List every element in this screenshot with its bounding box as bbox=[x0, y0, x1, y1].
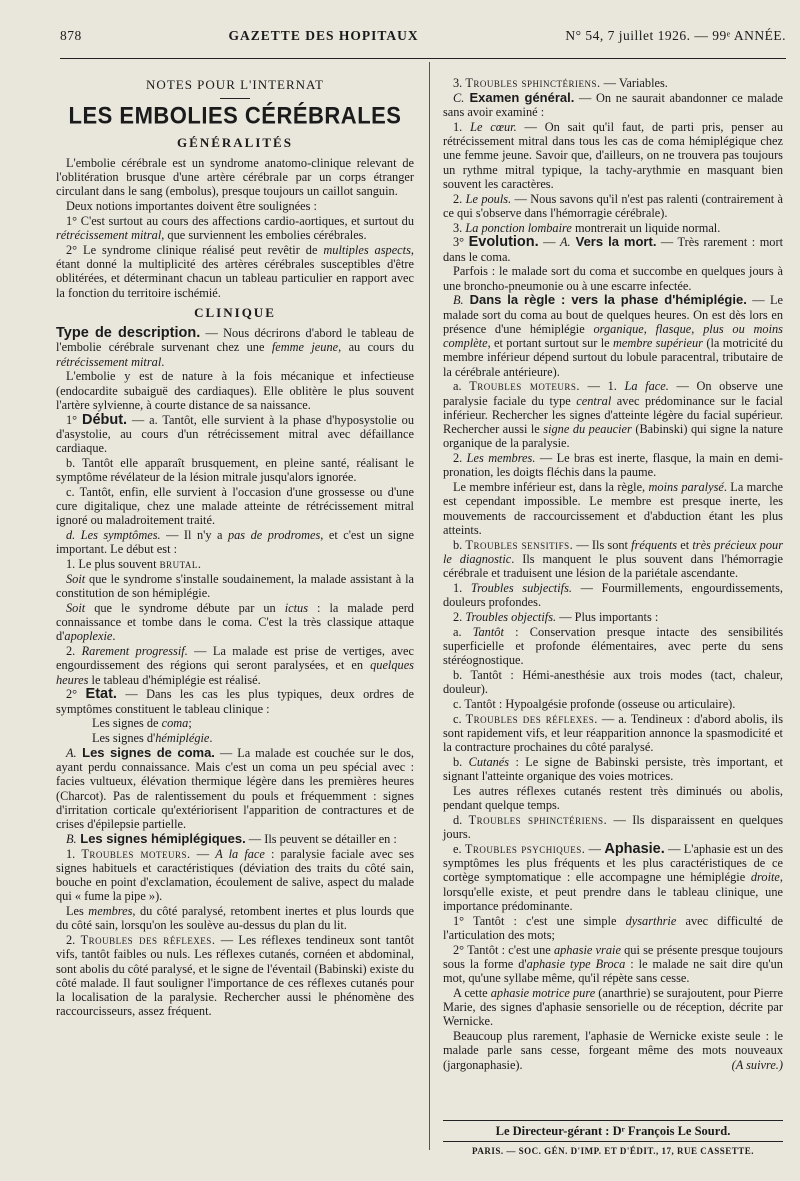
paragraph: Beaucoup plus rarement, l'aphasie de Wernicke existe seule : le malade parle sans cesse, forgeant même des mots nouveaux (jargonaphasie). (A suivre.) bbox=[443, 1029, 783, 1072]
paragraph: Les membres, du côté paralysé, retombent inertes et plus lourds que du côté sain, lorsqu'on les soulève au-dessus du plan du lit. bbox=[56, 904, 414, 933]
subheading: Type de description. bbox=[56, 325, 201, 341]
paragraph: Soit que le syndrome débute par un ictus : la malade perd connaissance et tombe dans le coma. C'est la très classique attaque d'apoplexie. bbox=[56, 600, 414, 644]
paragraph: L'embolie y est de nature à la fois mécanique et infectieuse (endocardite subaiguë des cardiaques). Elle oblitère le plus souvent l'artère sylvienne, à courte distance de sa naissance. bbox=[56, 369, 414, 412]
header-rule bbox=[60, 58, 786, 59]
subheading: Début. bbox=[81, 411, 128, 428]
paragraph: 2. Rarement progressif. — La malade est prise de vertiges, avec engourdissement des régions qui seront paralysées, et en quelques heures le tableau d'hémiplégie est réalisé. bbox=[56, 644, 414, 687]
paragraph: Deux notions importantes doivent être soulignées : bbox=[66, 199, 317, 213]
paragraph: c. Tantôt, enfin, elle survient à l'occasion d'une grossesse ou d'une cure digitalique, chez une malade atteinte de rétrécissement mitral ignoré ou maladroitement traité. bbox=[56, 484, 414, 528]
paragraph: d. Troubles sphinctériens. — Ils disparaissent en quelques jours. bbox=[443, 812, 783, 841]
director-line: Le Directeur-gérant : Dʳ François Le Sourd. bbox=[495, 1124, 731, 1138]
left-column bbox=[56, 70, 414, 1019]
paragraph: Le membre inférieur est, dans la règle, moins paralysé. La marche est cependant impossible. Le membre est presque inerte, les mouvements de raccourcissement et d'abduction étant les plus atteints. bbox=[443, 480, 783, 537]
paragraph: Les autres réflexes cutanés restent très diminués ou abolis, pendant quelque temps. bbox=[443, 783, 783, 812]
subheading: Examen général. bbox=[464, 89, 575, 105]
paragraph: L'embolie cérébrale est un syndrome anatomo-clinique relevant de l'oblitération brusque d'une artère cérébrale par un corps étranger circulant dans le sang (embolus), presque toujours un caillot sanguin. bbox=[56, 155, 414, 199]
paragraph: C. Examen général. — On ne saurait abandonner ce malade sans avoir examiné : bbox=[443, 89, 783, 119]
paragraph: 1. Troubles moteurs. — A la face : paralysie faciale avec ses signes habituels et caractéristiques (déviation des traits du côté sain, bouche en point d'exclamation, écoulement de salive, aspect du malade qui « fume la pipe »). bbox=[56, 846, 414, 904]
subheading: Aphasie. bbox=[604, 840, 665, 857]
page-number: 878 bbox=[60, 28, 82, 43]
paragraph: 2° Tantôt : c'est une aphasie vraie qui se présente presque toujours sous la forme d'aphasie type Broca : le malade ne sait dire qu'un mot, qu'une syllabe même, qu'il répète sans cesse. bbox=[443, 942, 783, 985]
page-header bbox=[60, 28, 786, 50]
paragraph: b. Troubles sensitifs. — Ils sont fréquents et très précieux pour le diagnostic. Ils manquent le plus souvent dans l'hémorragie cérébrale et traduisent une lésion de la pariétale ascendante. bbox=[443, 537, 783, 580]
paragraph: 1° Tantôt : c'est une simple dysarthrie avec difficulté de l'articulation des mots; bbox=[443, 913, 783, 942]
paragraph: B. Les signes hémiplégiques. — Ils peuvent se détailler en : bbox=[66, 830, 397, 846]
to-be-continued: (A suivre.) bbox=[731, 1057, 783, 1072]
rubric: NOTES POUR L'INTERNAT bbox=[146, 77, 324, 92]
paragraph: 2° Le syndrome clinique réalisé peut revêtir de multiples aspects, étant donné la multiplicité des artères cérébrales susceptibles d'être oblitérées, et déterminant chacun un tableau particulier en rapport avec la fonction du territoire ischémié. bbox=[56, 242, 414, 300]
paragraph: b. Tantôt : Hémi-anesthésie aux trois modes (tact, chaleur, douleur). bbox=[443, 667, 783, 696]
paragraph: Type de description. — Nous décrirons d'abord le tableau de l'embolie cérébrale survenant chez une femme jeune, au cours du rétrécissement mitral. bbox=[56, 325, 414, 369]
paragraph: 1. Le plus souvent brutal. bbox=[66, 557, 202, 571]
paragraph: 1° C'est surtout au cours des affections cardio-aortiques, et surtout du rétrécissement mitral, que surviennent les embolies cérébrales. bbox=[56, 213, 414, 242]
paragraph: 1° Début. — a. Tantôt, elle survient à la phase d'hyposystolie ou d'asystolie, au cours d'un rétrécissement mitral avec défaillance cardiaque. bbox=[56, 411, 414, 455]
paragraph: a. Troubles moteurs. — 1. La face. — On observe une paralysie faciale du type central avec prédominance sur le facial inférieur. Rechercher les signes d'atteinte légère du facial supérieur. Rechercher aussi le signe du peaucier (Babinski) qui signe la nature organique de la paralysie. bbox=[443, 379, 784, 451]
title-rule bbox=[220, 98, 250, 99]
subheading: Dans la règle : vers la phase d'hémiplégie. bbox=[463, 292, 747, 308]
paragraph: 1. Troubles subjectifs. — Fourmillements, engourdissements, douleurs profondes. bbox=[443, 580, 783, 609]
issue-info: N° 54, 7 juillet 1926. — 99ᵉ ANNÉE. bbox=[565, 28, 786, 43]
subheading: Les signes hémiplégiques. bbox=[76, 830, 246, 846]
paragraph: 2. Troubles objectifs. — Plus importants : bbox=[453, 609, 659, 624]
paragraph: a. Tantôt : Conservation presque intacte des sensibilités superficielle et profonde élémentaires, avec perte du sens stéréognostique. bbox=[443, 624, 783, 667]
footer-rule bbox=[443, 1120, 783, 1121]
list-item: Les signes de coma; bbox=[92, 716, 192, 731]
journal-title: GAZETTE DES HOPITAUX bbox=[228, 28, 419, 43]
paragraph: 2. Les membres. — Le bras est inerte, flasque, la main en demi-pronation, les doigts fléchis dans la paume. bbox=[443, 451, 784, 480]
paragraph: b. Tantôt elle apparaît brusquement, en pleine santé, réalisant le symptôme révélateur de la lésion mitrale jusqu'alors ignorée. bbox=[56, 455, 414, 484]
paragraph: 3. La ponction lombaire montrerait un liquide normal. bbox=[453, 220, 721, 235]
section-generalites: GÉNÉRALITÉS bbox=[177, 134, 293, 150]
paragraph: c. Tantôt : Hypoalgésie profonde (osseuse ou articulaire). bbox=[453, 696, 736, 711]
paragraph: c. Troubles des réflexes. — a. Tendineux : d'abord abolis, ils sont rapidement vifs, et leur réapparition annonce la spasmodicité et la contracture prochaines du côté paralysé. bbox=[443, 711, 783, 754]
paragraph: 3° Evolution. — A. Vers la mort. — Très rarement : mort dans le coma. bbox=[443, 234, 784, 264]
printer-line: PARIS. — SOC. GÉN. D'IMP. ET D'ÉDIT., 17, RUE CASSETTE. bbox=[472, 1146, 754, 1156]
paragraph: b. Cutanés : Le signe de Babinski persiste, très important, et signant l'atteinte organique des voies motrices. bbox=[443, 754, 783, 783]
paragraph: Parfois : le malade sort du coma et succombe en quelques jours à une broncho-pneumonie ou à une escarre infectée. bbox=[443, 264, 783, 293]
paragraph: d. Les symptômes. — Il n'y a pas de prodromes, et c'est un signe important. Le début est : bbox=[56, 528, 414, 557]
paragraph: 2. Le pouls. — Nous savons qu'il n'est pas ralenti (contrairement à ce qui s'observe dans l'hémorragie cérébrale). bbox=[443, 191, 784, 220]
article-title: LES EMBOLIES CÉRÉBRALES bbox=[68, 101, 402, 130]
paragraph: 1. Le cœur. — On sait qu'il faut, de parti pris, penser au rétrécissement mitral dans tous les cas de coma hémiplégique chez une femme jeune. Savoir que, d'ailleurs, on ne trouvera pas toujours un rythme mitral typique, la tachy-arythmie en masquant bien souvent les caractères. bbox=[443, 119, 784, 191]
subheading: Evolution. bbox=[468, 234, 539, 251]
paragraph: 3. Troubles sphinctériens. — Variables. bbox=[453, 76, 668, 90]
paragraph: 2. Troubles des réflexes. — Les réflexes tendineux sont tantôt vifs, tantôt faibles ou nuls. Les réflexes cutanés, cornéen et abdominal, sont abolis du côté paralysé, et le signe de l'éventail (Babinski) existe du côté malade. Il faut souligner l'importance de ces réflexes cutanés pour la localisation de la paralysie. Rechercher aussi le phénomène des raccourcisseurs, assez fréquent. bbox=[56, 933, 415, 1019]
column-divider bbox=[429, 62, 430, 1150]
subheading: Etat. bbox=[85, 686, 117, 703]
right-column bbox=[443, 76, 783, 1072]
paragraph: e. Troubles psychiques. — Aphasie. — L'aphasie est un des symptômes les plus fréquents et les plus caractéristiques de ce cortège symptomatique : elle accompagne une hémiplégie droite, lorsqu'elle existe, et peut prendre dans le tableau clinique, une importance prédominante. bbox=[443, 840, 784, 913]
subheading: Les signes de coma. bbox=[76, 744, 215, 760]
list-item: Les signes d'hémiplégie. bbox=[92, 731, 213, 745]
paragraph: A cette aphasie motrice pure (anarthrie) se surajoutent, pour Pierre Marie, des signes d'aphasie sensorielle ou de réception, décrite par Wernicke. bbox=[443, 985, 784, 1029]
paragraph: A. Les signes de coma. — La malade est couchée sur le dos, ayant perdu connaissance. Mais c'est un coma un peu spécial avec : facies vultueux, élévation thermique légère dans les premières heures (Charcot). Pas de ralentissement du pouls et fréquemment : signes d'irritation corticale qu'extériorisent l'apparition de contractures et de crises d'épilepsie partielle. bbox=[56, 744, 414, 831]
section-clinique: CLINIQUE bbox=[194, 304, 276, 320]
footer-rule bbox=[443, 1141, 783, 1142]
paragraph: 2° Etat. — Dans les cas les plus typiques, deux ordres de symptômes constituent le tableau clinique : bbox=[56, 686, 414, 716]
paragraph: B. Dans la règle : vers la phase d'hémiplégie. — Le malade sort du coma au bout de quelques heures. On est dès lors en présence d'une hémiplégie organique, flasque, plus ou moins complète, et portant surtout sur le membre supérieur (la motricité du membre inférieur dépend surtout du lobule paracentral, tributaire de la cérébrale antérieure). bbox=[443, 292, 783, 379]
paragraph: Soit que le syndrome s'installe soudainement, la malade assistant à la constitution de son hémiplégie. bbox=[56, 571, 414, 600]
